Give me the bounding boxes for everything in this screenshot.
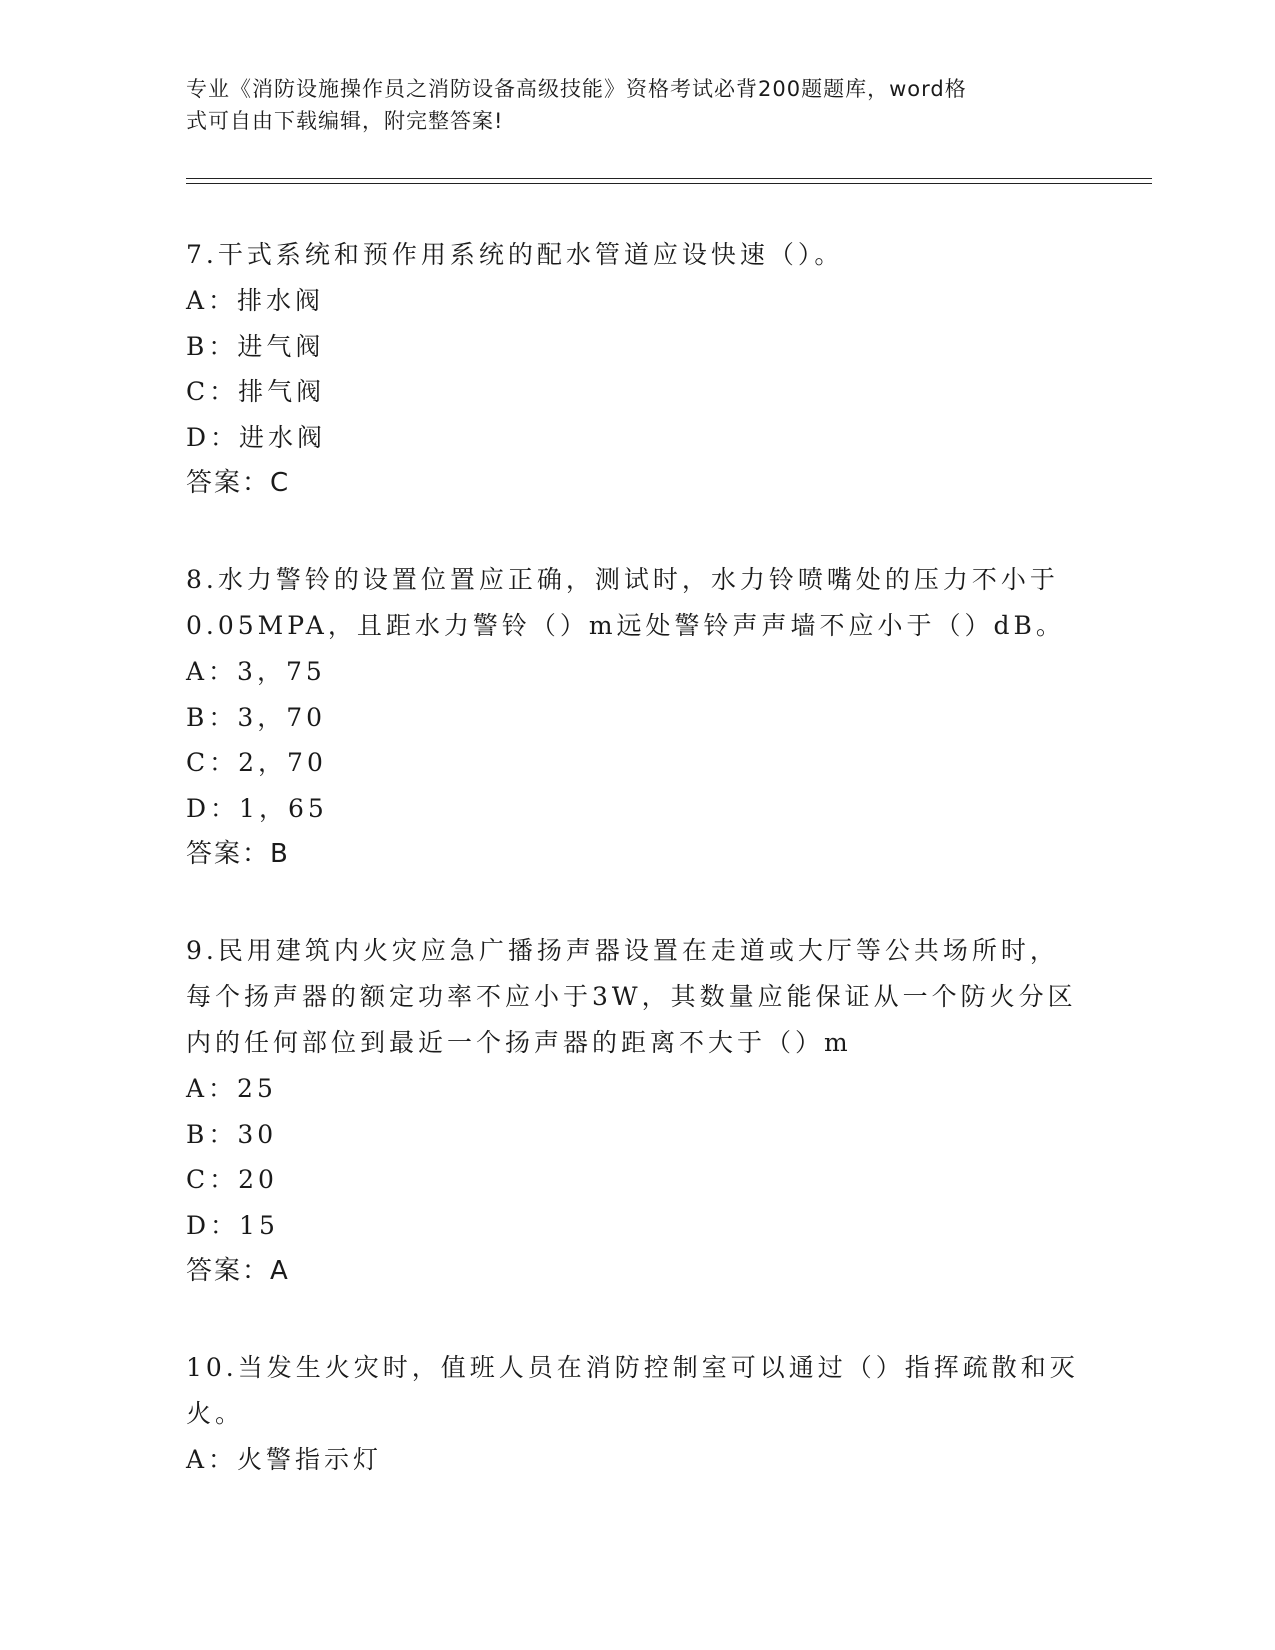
answer: 答案：C xyxy=(186,468,291,498)
option-b: B：30 xyxy=(186,1119,278,1149)
question-7 xyxy=(186,232,1086,506)
header-divider-top xyxy=(186,178,1152,179)
question-text: 0.05MPA，且距水力警铃（）m远处警铃声声墙不应小于（）dB。 xyxy=(186,611,1065,640)
header-divider-bottom xyxy=(186,183,1152,184)
header-line-2: 式可自由下载编辑，附完整答案! xyxy=(186,109,504,133)
answer: 答案：B xyxy=(186,839,290,869)
question-9 xyxy=(186,928,1086,1294)
question-10 xyxy=(186,1345,1086,1483)
option-d: D：1，65 xyxy=(186,793,328,823)
question-text: 内的任何部位到最近一个扬声器的距离不大于（）m xyxy=(186,1028,852,1057)
answer: 答案：A xyxy=(186,1256,290,1286)
question-list xyxy=(186,232,1086,1534)
question-text: 每个扬声器的额定功率不应小于3W，其数量应能保证从一个防火分区 xyxy=(186,982,1077,1011)
option-a: A：25 xyxy=(186,1074,277,1103)
header-line-1: 专业《消防设施操作员之消防设备高级技能》资格考试必背200题题库，word格 xyxy=(186,77,967,101)
question-text: 9.民用建筑内火灾应急广播扬声器设置在走道或大厅等公共场所时， xyxy=(186,936,1059,965)
question-text: 火。 xyxy=(186,1399,245,1428)
question-text: 10.当发生火灾时，值班人员在消防控制室可以通过（）指挥疏散和灭 xyxy=(186,1353,1079,1382)
question-text: 7.干式系统和预作用系统的配水管道应设快速（）。 xyxy=(186,240,844,269)
question-text: 8.水力警铃的设置位置应正确，测试时，水力铃喷嘴处的压力不小于 xyxy=(186,565,1059,594)
option-b: B：进气阀 xyxy=(186,331,325,361)
document-header xyxy=(186,73,1066,137)
option-c: C：排气阀 xyxy=(186,377,326,406)
option-d: D：15 xyxy=(186,1210,279,1240)
option-d: D：进水阀 xyxy=(186,422,327,452)
option-c: C：20 xyxy=(186,1165,278,1194)
option-c: C：2，70 xyxy=(186,748,327,777)
option-a: A：火警指示灯 xyxy=(186,1445,383,1474)
option-b: B：3，70 xyxy=(186,702,327,732)
question-8 xyxy=(186,557,1086,877)
option-a: A：3，75 xyxy=(186,657,326,686)
option-a: A：排水阀 xyxy=(186,286,325,315)
